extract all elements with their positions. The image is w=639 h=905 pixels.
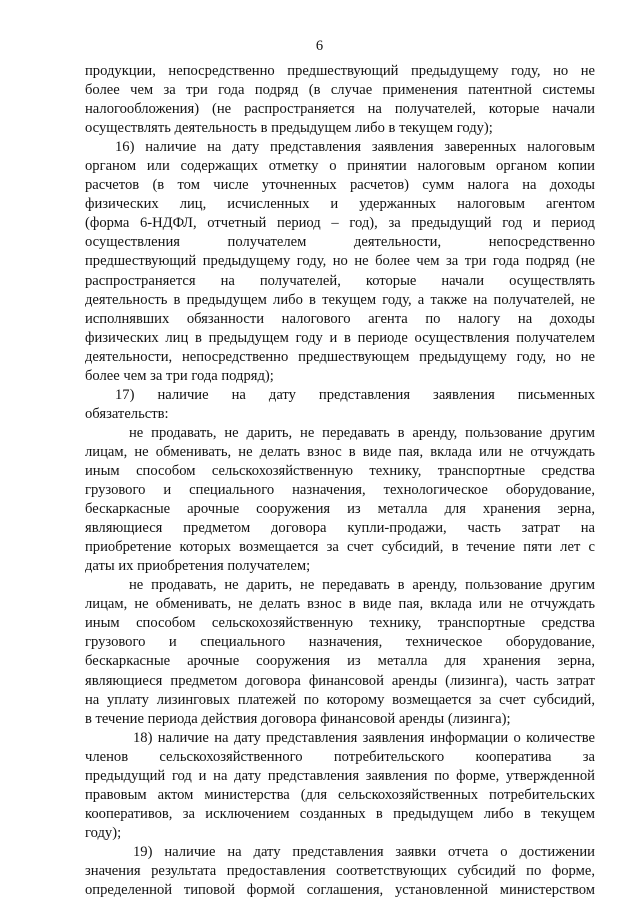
text-line: правовым актом министерства (для сельскохозяйственных потребительских [85,786,595,803]
paragraph-19-start: 19) наличие на дату представления заявки отчета о достижении [133,843,595,860]
text-line: лицам, не обменивать, не делать взнос в виде пая, вклада или не отчуждать [85,596,595,613]
text-line: физических лиц в предыдущем году и в периоде осуществления получателем [85,329,595,346]
text-line: более чем за три года подряд); [85,367,274,384]
text-line: предшествующий предыдущему году, но не более чем за три года подряд (не [85,253,595,270]
text-line: осуществлять деятельность в предыдущем либо в текущем году); [85,120,493,137]
body-text [85,62,595,900]
text-line: деятельность в предыдущем либо в текущем году, а также на получателей, не [85,291,595,308]
text-line: бескаркасные арочные сооружения из металла для хранения зерна, [85,501,595,518]
text-line: грузового и специального назначения, технологическое оборудование, [85,482,595,499]
paragraph-16-start: 16) наличие на дату представления заявления заверенных налоговым [115,139,595,156]
text-line: более чем за три года подряд (в случае применения патентной системы [85,82,595,99]
text-line: определенной типовой формой соглашения, установленной министерством [85,882,595,899]
text-line: бескаркасные арочные сооружения из металла для хранения зерна, [85,653,595,670]
text-line: в течение периода действия договора финансовой аренды (лизинга); [85,710,511,727]
page-number: 6 [315,38,324,54]
text-line: исполнявших обязанности налогового агента по налогу на доходы [85,310,595,327]
text-line: году); [85,824,122,841]
text-line: деятельности, непосредственно предшествующем предыдущему году, но не [85,348,595,365]
text-line: иным способом сельскохозяйственную технику, транспортные средства [85,462,595,479]
text-line: осуществления получателем деятельности, непосредственно [85,234,595,251]
text-line: на уплату лизинговых платежей по которому возмещается за счет субсидий, [85,691,595,708]
paragraph-18-start: 18) наличие на дату представления заявления информации о количестве [133,729,595,746]
text-line: предыдущий год и на дату представления заявления по форме, утвержденной [85,767,595,784]
text-line: являющиеся предметом договора купли-продажи, часть затрат на [85,520,595,537]
text-line: лицам, не обменивать, не делать взнос в виде пая, вклада или не отчуждать [85,443,595,460]
paragraph-17-start: 17) наличие на дату представления заявления письменных [115,386,595,403]
text-line: расчетов (в том числе уточненных расчетов) сумм налога на доходы [85,177,595,194]
text-line: обязательств: [85,405,169,422]
text-line: являющиеся предметом договора финансовой аренды (лизинга), часть затрат [85,672,595,689]
text-line: членов сельскохозяйственного потребительского кооператива за [85,748,595,765]
text-line: даты их приобретения получателем; [85,558,311,575]
text-line: кооперативов, за исключением созданных в предыдущем либо в текущем [85,805,595,822]
text-line: органом или содержащих отметку о принятии налоговым органом копии [85,158,595,175]
text-line: налогообложения) (не распространяется на получателей, которые начали [85,101,595,118]
text-line: значения результата предоставления соответствующих субсидий по форме, [85,862,595,879]
text-line: приобретение которых возмещается за счет субсидий, в течение пяти лет с [85,539,595,556]
text-line: распространяется на получателей, которые начали осуществлять [85,272,595,289]
text-line: (форма 6-НДФЛ, отчетный период – год), за предыдущий год и период [85,215,595,232]
text-line: физических лиц, исчисленных и удержанных налоговым агентом [85,196,595,213]
paragraph-start: не продавать, не дарить, не передавать в аренду, пользование другим [129,424,595,441]
text-line: продукции, непосредственно предшествующий предыдущему году, но не [85,63,595,79]
text-line: иным способом сельскохозяйственную технику, транспортные средства [85,615,595,632]
text-line: грузового и специального назначения, техническое оборудование, [85,634,595,651]
paragraph-start: не продавать, не дарить, не передавать в аренду, пользование другим [129,577,595,594]
